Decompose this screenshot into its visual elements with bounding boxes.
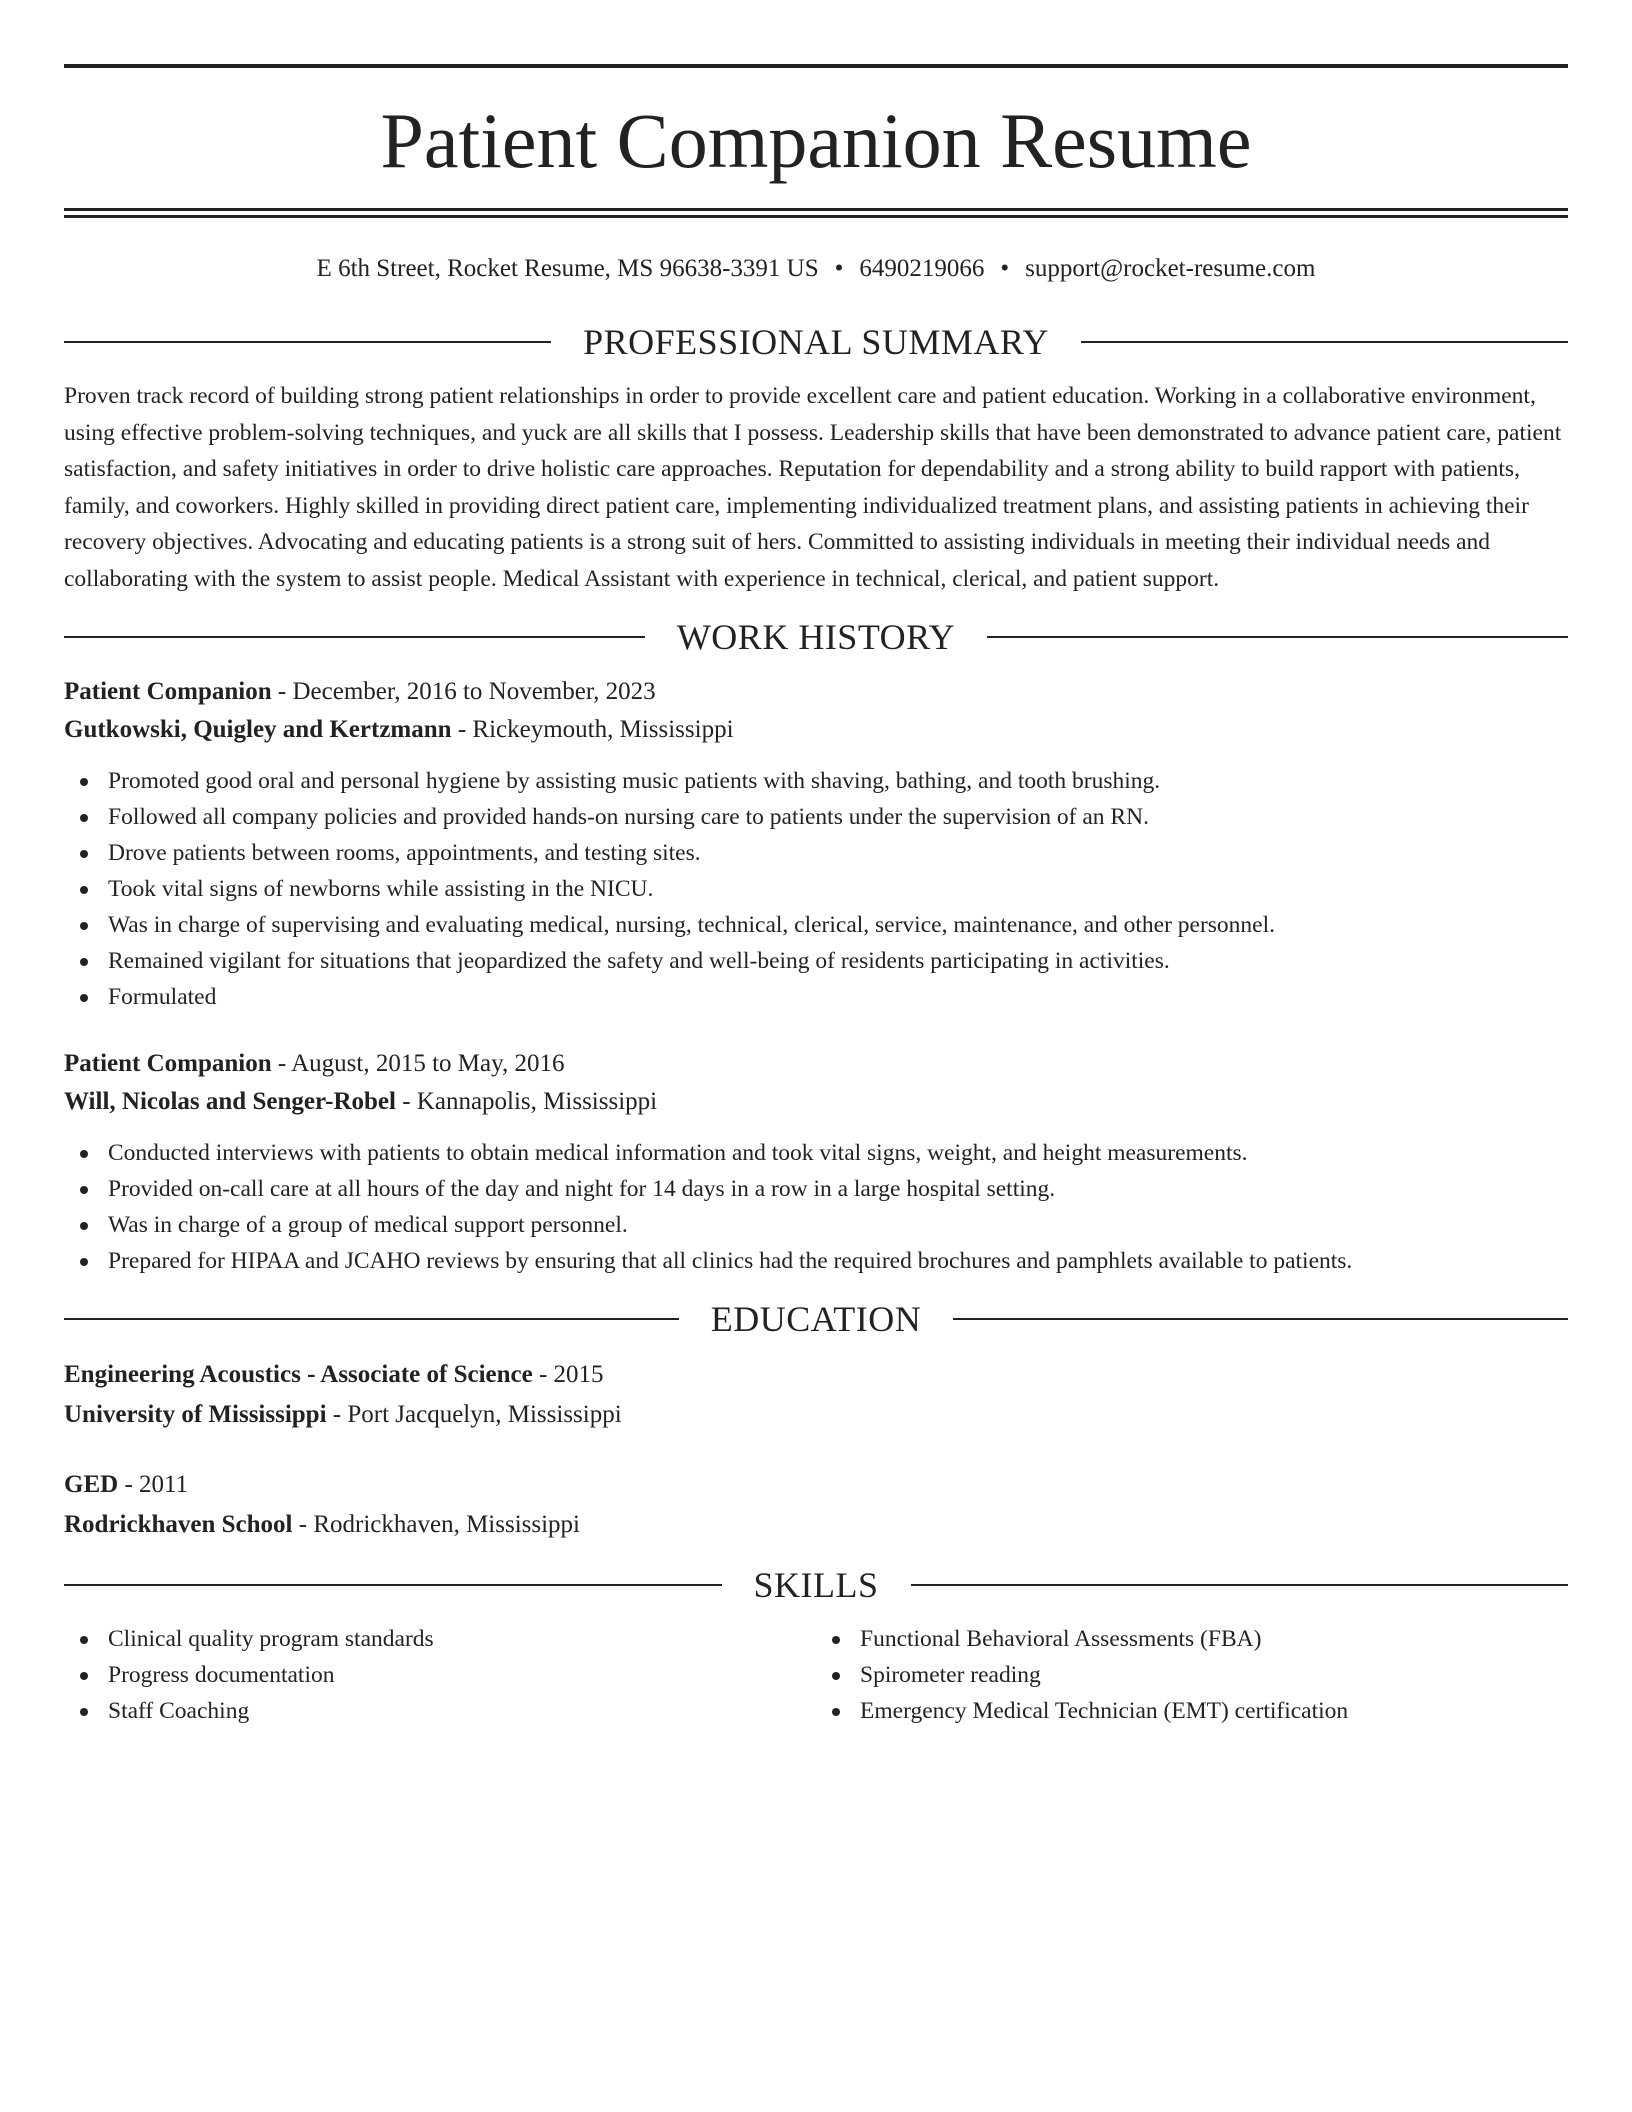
bullet-icon bbox=[80, 778, 88, 786]
job-location: - Rickeymouth, Mississippi bbox=[451, 716, 734, 743]
bullet-icon bbox=[80, 1258, 88, 1266]
bullet-icon bbox=[80, 850, 88, 858]
job-entry bbox=[64, 1045, 1568, 1279]
skill-text: Clinical quality program standards bbox=[108, 1626, 434, 1652]
skill-text: Progress documentation bbox=[108, 1662, 335, 1688]
list-item bbox=[64, 763, 1568, 799]
list-item-text: Remained vigilant for situations that jeopardized the safety and well-being of residents participating in activities. bbox=[108, 948, 1170, 974]
skill-text: Staff Coaching bbox=[108, 1698, 250, 1724]
school-name: University of Mississippi bbox=[64, 1401, 327, 1428]
bullet-icon bbox=[832, 1636, 840, 1644]
job-entry bbox=[64, 673, 1568, 1015]
list-item-text: Was in charge of supervising and evaluating medical, nursing, technical, clerical, service, maintenance, and other personnel. bbox=[108, 912, 1276, 938]
list-item bbox=[64, 979, 1568, 1015]
list-item-text: Provided on-call care at all hours of the day and night for 14 days in a row in a large hospital setting. bbox=[108, 1176, 1056, 1202]
bullet-icon bbox=[80, 994, 88, 1002]
heading-rule bbox=[64, 636, 645, 638]
school-name: Rodrickhaven School bbox=[64, 1511, 293, 1538]
list-item bbox=[64, 1207, 1568, 1243]
skill-text: Emergency Medical Technician (EMT) certification bbox=[860, 1698, 1349, 1724]
section-heading-skills bbox=[64, 1567, 1568, 1603]
job-title-line bbox=[64, 673, 1568, 711]
bullet-icon bbox=[80, 1636, 88, 1644]
job-employer: Gutkowski, Quigley and Kertzmann bbox=[64, 716, 452, 743]
job-duties-list bbox=[64, 1135, 1568, 1279]
school-line bbox=[64, 1505, 1568, 1545]
section-title: SKILLS bbox=[753, 1565, 879, 1605]
bullet-icon bbox=[80, 1150, 88, 1158]
list-item-text: Promoted good oral and personal hygiene by assisting music patients with shaving, bathing, and tooth brushing. bbox=[108, 768, 1161, 794]
list-item bbox=[64, 943, 1568, 979]
job-title: Patient Companion bbox=[64, 678, 272, 705]
job-location: - Kannapolis, Mississippi bbox=[395, 1088, 658, 1115]
list-item-text: Formulated bbox=[108, 984, 217, 1010]
list-item bbox=[816, 1657, 1568, 1693]
list-item bbox=[64, 1657, 816, 1693]
heading-rule bbox=[64, 1584, 722, 1586]
bullet-icon bbox=[80, 958, 88, 966]
list-item bbox=[64, 1693, 816, 1729]
bullet-icon bbox=[832, 1672, 840, 1680]
school-location: - Rodrickhaven, Mississippi bbox=[292, 1511, 581, 1538]
bullet-icon bbox=[80, 1186, 88, 1194]
job-employer: Will, Nicolas and Senger-Robel bbox=[64, 1088, 396, 1115]
list-item bbox=[816, 1621, 1568, 1657]
contact-email: support@rocket-resume.com bbox=[1025, 255, 1316, 282]
skills-column-right bbox=[816, 1621, 1568, 1729]
list-item bbox=[816, 1693, 1568, 1729]
degree-year: - 2011 bbox=[118, 1471, 189, 1498]
education-entry bbox=[64, 1465, 1568, 1545]
heading-rule bbox=[64, 341, 551, 343]
job-employer-line bbox=[64, 1083, 1568, 1121]
list-item-text: Followed all company policies and provided hands-on nursing care to patients under the supervision of an RN. bbox=[108, 804, 1149, 830]
bullet-icon bbox=[80, 1222, 88, 1230]
skills-list bbox=[64, 1621, 816, 1729]
bullet-icon bbox=[80, 814, 88, 822]
list-item bbox=[64, 1621, 816, 1657]
heading-rule bbox=[64, 1318, 679, 1320]
section-heading-work bbox=[64, 619, 1568, 655]
education-entry bbox=[64, 1355, 1568, 1435]
skill-text: Spirometer reading bbox=[860, 1662, 1041, 1688]
heading-rule bbox=[953, 1318, 1568, 1320]
list-item-text: Took vital signs of newborns while assisting in the NICU. bbox=[108, 876, 654, 902]
degree-line bbox=[64, 1465, 1568, 1505]
list-item-text: Conducted interviews with patients to obtain medical information and took vital signs, weight, and height measurements. bbox=[108, 1140, 1248, 1166]
list-item bbox=[64, 1243, 1568, 1279]
contact-phone: 6490219066 bbox=[859, 255, 985, 282]
list-item-text: Was in charge of a group of medical support personnel. bbox=[108, 1212, 628, 1238]
degree-year: - 2015 bbox=[532, 1361, 604, 1388]
section-title: PROFESSIONAL SUMMARY bbox=[583, 322, 1049, 362]
job-dates: - December, 2016 to November, 2023 bbox=[271, 678, 656, 705]
contact-separator: • bbox=[1000, 255, 1010, 282]
bullet-icon bbox=[80, 886, 88, 894]
skills-column-left bbox=[64, 1621, 816, 1729]
top-rule bbox=[64, 64, 1568, 68]
degree-name: Engineering Acoustics - Associate of Science bbox=[64, 1361, 533, 1388]
contact-address: E 6th Street, Rocket Resume, MS 96638-3391 US bbox=[316, 255, 819, 282]
heading-rule bbox=[1081, 341, 1568, 343]
degree-line bbox=[64, 1355, 1568, 1395]
job-title-line bbox=[64, 1045, 1568, 1083]
list-item bbox=[64, 871, 1568, 907]
list-item bbox=[64, 799, 1568, 835]
list-item bbox=[64, 1135, 1568, 1171]
title-double-rule bbox=[64, 208, 1568, 218]
heading-rule bbox=[987, 636, 1568, 638]
list-item bbox=[64, 1171, 1568, 1207]
bullet-icon bbox=[80, 1672, 88, 1680]
job-title: Patient Companion bbox=[64, 1050, 272, 1077]
school-line bbox=[64, 1395, 1568, 1435]
section-title: EDUCATION bbox=[710, 1299, 922, 1339]
bullet-icon bbox=[80, 922, 88, 930]
school-location: - Port Jacquelyn, Mississippi bbox=[326, 1401, 622, 1428]
list-item-text: Prepared for HIPAA and JCAHO reviews by ensuring that all clinics had the required brochures and pamphlets available to patients. bbox=[108, 1248, 1353, 1274]
section-title: WORK HISTORY bbox=[676, 617, 956, 657]
contact-line bbox=[64, 254, 1568, 284]
skills-grid bbox=[64, 1621, 1568, 1729]
page-title: Patient Companion Resume bbox=[380, 97, 1252, 184]
skill-text: Functional Behavioral Assessments (FBA) bbox=[860, 1626, 1262, 1652]
contact-separator: • bbox=[834, 255, 844, 282]
degree-name: GED bbox=[64, 1471, 119, 1498]
bullet-icon bbox=[832, 1708, 840, 1716]
heading-rule bbox=[911, 1584, 1569, 1586]
section-heading-education bbox=[64, 1301, 1568, 1337]
list-item bbox=[64, 835, 1568, 871]
bullet-icon bbox=[80, 1708, 88, 1716]
skills-list bbox=[816, 1621, 1568, 1729]
section-heading-summary bbox=[64, 324, 1568, 360]
job-employer-line bbox=[64, 711, 1568, 749]
list-item bbox=[64, 907, 1568, 943]
list-item-text: Drove patients between rooms, appointments, and testing sites. bbox=[108, 840, 701, 866]
job-duties-list bbox=[64, 763, 1568, 1015]
summary-text: Proven track record of building strong patient relationships in order to provide excellent care and patient education. Working in a collaborative environment, using effective problem-solving techniques, and yuck are all skills that I possess. Leadership skills that have been demonstrated to advance patient care, patient satisfaction, and safety initiatives in order to drive holistic care approaches. Reputation for dependability and a strong ability to build rapport with patients, family, and coworkers. Highly skilled in providing direct patient care, implementing individualized treatment plans, and assisting patients in achieving their recovery objectives. Advocating and educating patients is a strong suit of hers. Committed to assisting individuals in meeting their individual needs and collaborating with the system to assist people. Medical Assistant with experience in technical, clerical, and patient support. bbox=[64, 383, 1562, 592]
job-dates: - August, 2015 to May, 2016 bbox=[271, 1050, 565, 1077]
